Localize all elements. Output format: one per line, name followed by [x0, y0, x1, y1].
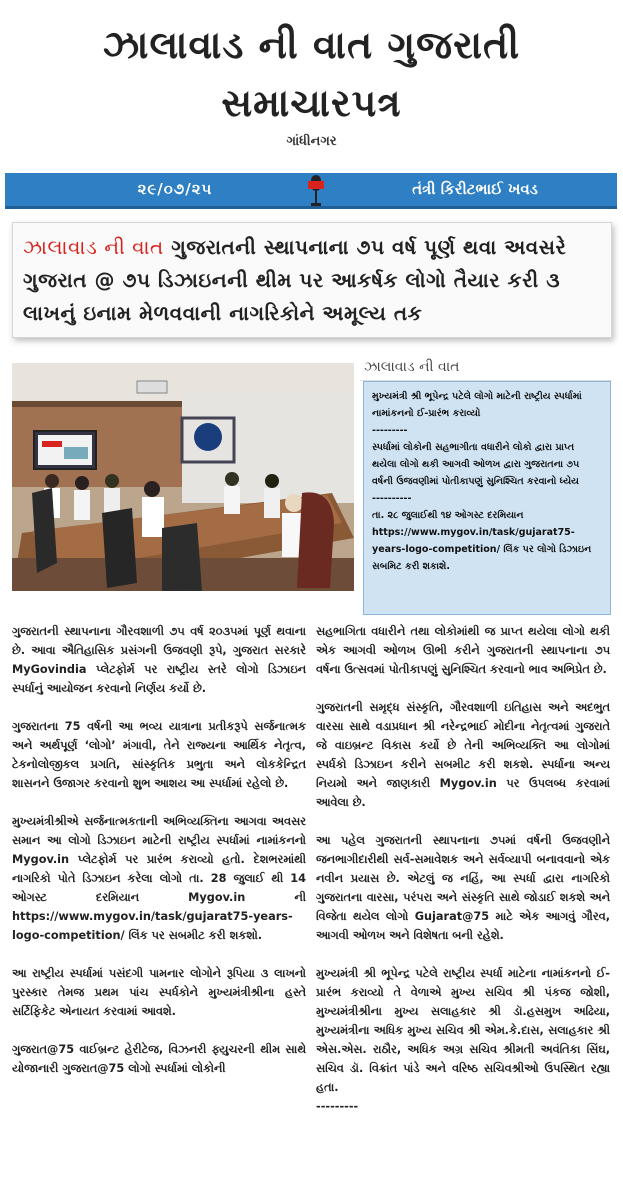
headline-brand: ઝાલાવાડ ની વાત — [23, 235, 164, 259]
article-column-left — [12, 622, 306, 1078]
article-paragraph: ગુજરાતના 75 વર્ષની આ ભવ્ય યાત્રાના પ્રતીકરૂપે સર્જનાત્મક અને અર્થપૂર્ણ ‘લોગો’ મંગાવી, તેને રાજ્યના આર્થિક નેતૃત્વ, ટેકનોલોજીકલ પ્રગતિ, સાંસ્કૃતિક પ્રભુતા અને લોકકેન્દ્રિત શાસનને ઉજાગર કરવાનો શુભ આશય આ સ્પર્ધામાં રહેલો છે. — [12, 720, 306, 790]
dateline-city: ગાંધીનગર — [286, 134, 337, 149]
separator: ---------- — [372, 493, 412, 504]
article-paragraph: મુખ્યમંત્રીશ્રીએ સર્જનાત્મકતાની અભિવ્યક્તિના આગવા અવસર સમાન આ લોગો ડિઝાઇન માટેની રાષ્ટ્રીય સ્પર્ધામાં નામાંકનનો Mygov.in પ્લેટફોર્મ પર પ્રારંભ કરાવ્યો હતો. દેશભરમાંથી નાગરિકો પોતે ડિઝાઇન કરેલા લોગો તા. 28 જુલાઈ થી 14 ઓગસ્ટ દરમિયાન Mygov.in ની https://www.mygov.in/task/gujarat75-years-logo-competition/ લિંક પર સબમીટ કરી શકશો. — [12, 815, 306, 942]
highlight-item: સ્પર્ધામાં લોકોની સહભાગીતા વધારીને લોકો દ્વારા પ્રાપ્ત થયેલા લોગો થકી આગવી ઓળખ દ્વારા ગુજરાતના ૭૫ વર્ષની ઉજવણીમાં પોતીકાપણું સુનિશ્ચિત કરવાનો ધ્યેય — [372, 442, 580, 487]
newspaper-title-line2: સમાચારપત્ર — [221, 81, 402, 125]
editor-name: તંત્રી કિરીટભાઈ ખવડ — [412, 180, 538, 198]
headline-box — [12, 222, 612, 338]
news-microphone-icon — [303, 173, 329, 209]
separator: --------- — [372, 425, 408, 436]
highlight-item: મુખ્યમંત્રી શ્રી ભૂપેન્દ્ર પટેલે લોગો માટેની રાષ્ટ્રીય સ્પર્ધામાં નામાંકનનો ઈ-પ્રારંભ કરાવ્યો — [372, 391, 582, 419]
masthead — [0, 0, 623, 172]
sidebar-title: ઝાલાવાડ ની વાત — [360, 355, 612, 381]
date-editor-banner — [5, 173, 617, 209]
article-paragraph: આ રાષ્ટ્રીય સ્પર્ધામાં પસંદગી પામનાર લોગોને રૂપિયા ૩ લાખનો પુરસ્કાર તેમજ પ્રથમ પાંચ સ્પર્ધકોને મુખ્યમંત્રીશ્રીના હસ્તે સર્ટિફિકેટ એનાયત કરવામાં આવશે. — [12, 967, 306, 1018]
article-paragraph: સહભાગિતા વધારીને તથા લોકોમાંથી જ પ્રાપ્ત થયેલા લોગો થકી એક આગવી ઓળખ ઊભી કરીને ગુજરાતની સ્થાપનાના ૭૫ વર્ષના ઉત્સવમાં પોતીકાપણું સુનિશ્ચિત કરવાનો ભાવ અભિપ્રેત છે. — [316, 625, 610, 676]
headline — [23, 231, 601, 330]
highlights-box — [363, 381, 611, 615]
article-column-right — [316, 622, 610, 1116]
meeting-photo — [12, 363, 354, 591]
separator: --------- — [316, 1100, 359, 1113]
headline-text: ગુજરાતની સ્થાપનાના ૭૫ વર્ષ પૂર્ણ થવા અવસરે ગુજરાત @ ૭૫ ડિઝાઇનની થીમ પર આકર્ષક લોગો તૈયાર કરી ૩ લાખનું ઇનામ મેળવવાની નાગરિકોને અમૂલ્ય તક — [23, 235, 567, 325]
article-paragraph: ગુજરાતની સ્થાપનાના ગૌરવશાળી ૭૫ વર્ષ ૨૦૩૫માં પૂર્ણ થવાના છે. આવા ઐતિહાસિક પ્રસંગની ઉજવણી રૂપે, ગુજરાત સરકારે MyGovindia પ્લેટફોર્મ પર રાષ્ટ્રીય સ્તરે લોગો ડિઝાઇન સ્પર્ધાનું આયોજન કરવાનો નિર્ણય કર્યો છે. — [12, 625, 306, 695]
article-paragraph: મુખ્યમંત્રી શ્રી ભૂપેન્દ્ર પટેલે રાષ્ટ્રીય સ્પર્ધા માટેના નામાંકનનો ઈ-પ્રારંભ કરાવ્યો તે વેળાએ મુખ્ય સચિવ શ્રી પંકજ જોશી, મુખ્યમંત્રીશ્રીના મુખ્ય સલાહકાર શ્રી ડૉ.હસમુખ અઢિયા, મુખ્યમંત્રીના અધિક મુખ્ય સચિવ શ્રી એમ.કે.દાસ, સલાહકાર શ્રી એસ.એસ. રાઠૌર, અધિક અગ્ર સચિવ શ્રીમતી અવંતિકા સિંઘ, સચિવ ડૉ. વિક્રાંત પાંડે અને વરિષ્ઠ સચિવશ્રીઓ ઉપસ્થિત રહ્યા હતા. — [316, 967, 610, 1094]
article-paragraph: ગુજરાતની સમૃદ્ધ સંસ્કૃતિ, ગૌરવશાળી ઇતિહાસ અને અદભુત વારસા સાથે વડાપ્રધાન શ્રી નરેન્દ્રભાઈ મોદીના નેતૃત્વમાં ગુજરાતે જે વાઇબ્રન્ટ વિકાસ કર્યો છે તેની અભિવ્યક્તિ આ લોગોમાં સ્પર્ધકો ડિઝાઇન કરીને સબમીટ કરી શકશે. સ્પર્ધાના અન્ય નિયમો અને જાણકારી Mygov.in પર ઉપલબ્ધ કરવામાં આવેલા છે. — [316, 701, 610, 809]
highlight-item: તા. ૨૮ જુલાઈથી ૧૪ ઓગસ્ટ દરમિયાન https://www.mygov.in/task/gujarat75-years-logo-competition/ લિંક પર લોગો ડિઝાઇન સબમિટ કરી શકાશે. — [372, 510, 592, 572]
article-paragraph: ગુજરાત@75 વાઈબ્રન્ટ હેરીટેજ, વિઝનરી ફ્યુચરની થીમ સાથે યોજાનારી ગુજરાત@75 લોગો સ્પર્ધામાં લોકોની — [12, 1043, 306, 1075]
newspaper-title-line1: ઝાલાવાડ ની વાત ગુજરાતી — [102, 23, 521, 67]
article-paragraph: આ પહેલ ગુજરાતની સ્થાપનાના ૭૫માં વર્ષની ઉજવણીને જનભાગીદારીથી સર્વ-સમાવેશક અને સર્વવ્યાપી બનાવવાનો એક નવીન પ્રયાસ છે. એટલું જ નહિં, આ સ્પર્ધા દ્વારા નાગરિકો ગુજરાતના વારસા, પરંપરા અને સંસ્કૃતિ સાથે જોડાઈ શકશે અને વિજેતા થયેલ લોગો Gujarat@75 માટે એક આગવું ગૌરવ, આગવી ઓળખ અને વિશેષતા બની રહેશે. — [316, 834, 610, 942]
issue-date: ૨૯/૦૭/૨૫ — [137, 180, 213, 198]
